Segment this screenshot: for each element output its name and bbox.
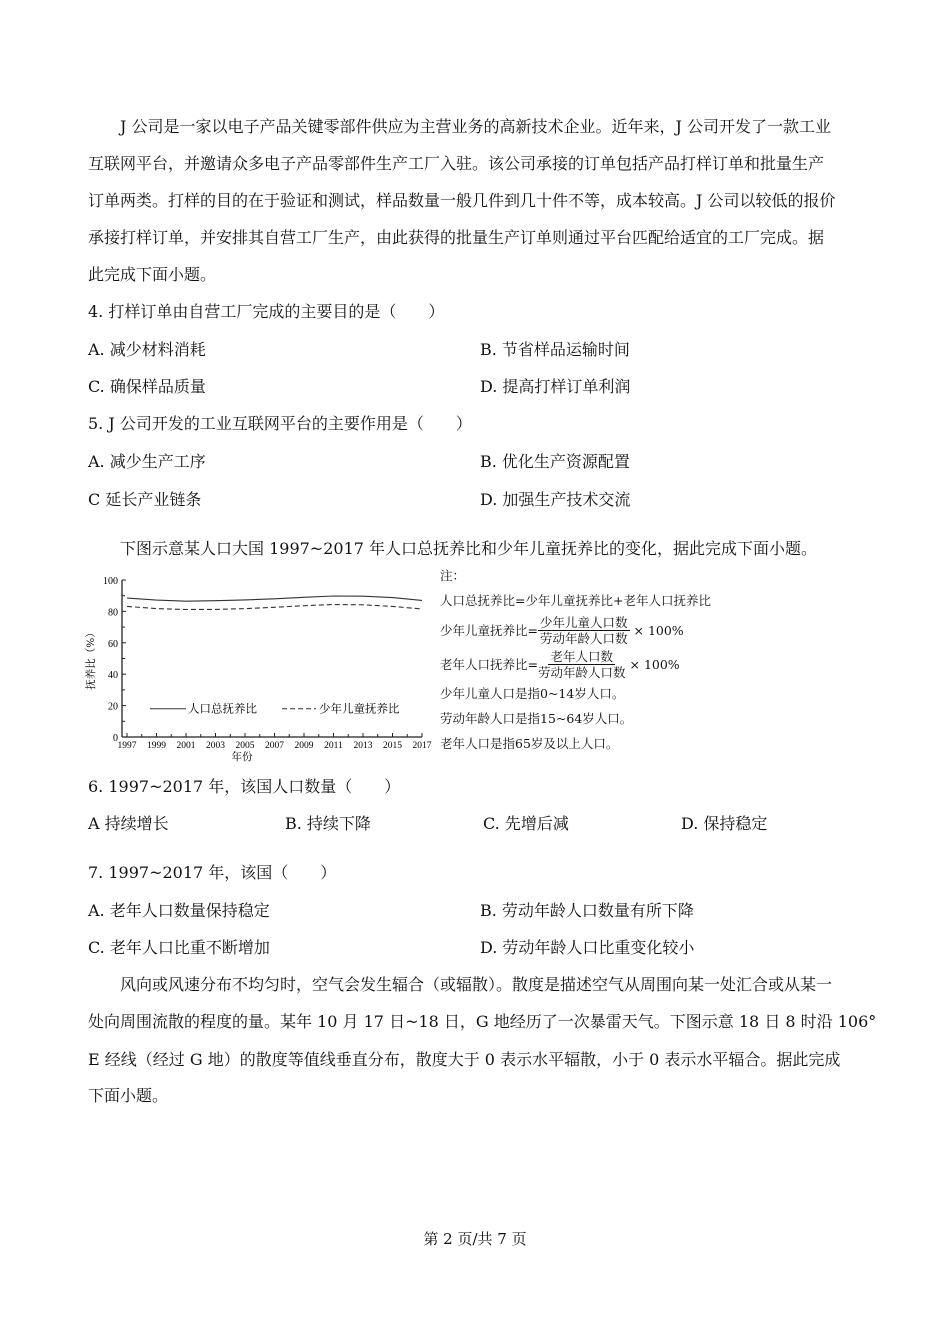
page-footer: 第 2 页/共 7 页 [423,1230,527,1248]
passage1-line: J 公司是一家以电子产品关键零部件供应为主营业务的高新技术企业。近年来，J 公司开发了一款工业 [120,117,832,136]
formula-suffix: × 100% [633,622,684,638]
legend-label-total: 人口总抚养比 [188,701,257,716]
passage3-line: E 经线（经过 G 地）的散度等值线垂直分布，散度大于 0 表示水平辐散，小于 0 表示水平辐合。据此完成 [88,1050,841,1069]
q5-option-b: B. 优化生产资源配置 [480,452,630,471]
fraction [538,649,626,680]
series-line-total [127,596,422,601]
q7-option-c: C. 老年人口比重不断增加 [88,938,270,957]
passage1-line: 此完成下面小题。 [88,265,217,284]
denominator: 劳动年龄人口数 [539,630,628,646]
dependency-ratio-chart [82,570,432,765]
note-line: 少年儿童人口是指0~14岁人口。 [440,686,625,701]
x-tick-label: 2011 [324,741,343,751]
x-tick-label: 2005 [235,741,255,751]
q5-option-d: D. 加强生产技术交流 [480,490,631,509]
q7-option-d: D. 劳动年龄人口比重变化较小 [480,938,695,957]
q4-option-c: C. 确保样品质量 [88,377,206,396]
y-tick-label: 0 [113,733,118,744]
x-tick-label: 2009 [294,741,314,751]
note-formula-child [440,613,711,647]
q4-option-b: B. 节省样品运输时间 [480,340,630,359]
x-tick-label: 2017 [412,741,432,751]
q5-option-a: A. 减少生产工序 [88,452,206,471]
passage1-line: 承接打样订单，并安排其自营工厂生产，由此获得的批量生产订单则通过平台匹配给适宜的工厂完成。据 [88,228,825,247]
passage1-line: 订单两类。打样的目的在于验证和测试，样品数量一般几件到几十件不等，成本较高。J 公司以较低的报价 [88,191,836,210]
y-tick-label: 80 [108,607,118,619]
legend-label-child: 少年儿童抚养比 [319,701,400,716]
y-tick-label: 40 [108,670,118,682]
note-line: 老年人口是指65岁及以上人口。 [440,736,619,751]
x-tick-label: 2013 [353,741,373,751]
q6-option-a: A 持续增长 [88,814,169,833]
q4-option-d: D. 提高打样订单利润 [480,377,631,396]
question-4-stem: 4. 打样订单由自营工厂完成的主要目的是（ ） [88,302,445,321]
formula-suffix: × 100% [629,656,680,672]
formula-label: 老年人口抚养比= [440,656,538,672]
q6-option-b: B. 持续下降 [285,814,371,833]
series-line-child [127,605,422,610]
passage3-line: 处向周围流散的程度的量。某年 10 月 17 日~18 日，G 地经历了一次暴雷天气。下图示意 18 日 8 时沿 106° [88,1012,877,1031]
q5-option-c: C 延长产业链条 [88,490,202,509]
fraction [538,615,630,646]
x-tick-label: 2001 [176,741,196,751]
x-tick-label: 2007 [265,741,284,751]
numerator: 少年儿童人口数 [539,614,628,630]
question-5-stem: 5. J 公司开发的工业互联网平台的主要作用是（ ） [88,414,472,433]
passage3-line: 下面小题。 [88,1086,169,1105]
question-6-stem: 6. 1997~2017 年，该国人口数量（ ） [88,777,401,796]
note-line: 人口总抚养比=少年儿童抚养比+老年人口抚养比 [440,593,711,608]
y-tick-label: 100 [103,576,118,587]
chart-note [440,563,711,756]
x-axis-label: 年份 [231,751,253,763]
x-tick-label: 2015 [383,741,402,751]
note-title: 注： [440,568,466,583]
formula-label: 少年儿童抚养比= [440,622,538,638]
q7-option-a: A. 老年人口数量保持稳定 [88,901,270,920]
q4-option-a: A. 减少材料消耗 [88,340,206,359]
note-formula-elderly [440,647,711,681]
q7-option-b: B. 劳动年龄人口数量有所下降 [480,901,694,920]
denominator: 劳动年龄人口数 [537,664,626,680]
y-tick-label: 60 [108,638,118,650]
x-tick-label: 2003 [206,741,225,751]
note-line: 劳动年龄人口是指15~64岁人口。 [440,711,633,726]
question-7-stem: 7. 1997~2017 年，该国（ ） [88,863,337,882]
numerator: 老年人口数 [550,648,613,664]
y-tick-label: 20 [108,701,118,713]
passage3-line: 风向或风速分布不均匀时，空气会发生辐合（或辐散）。散度是描述空气从周围向某一处汇合或从某一 [120,975,833,994]
q6-option-c: C. 先增后减 [483,814,569,833]
x-tick-label: 1997 [117,741,137,751]
q6-option-d: D. 保持稳定 [681,814,768,833]
x-tick-label: 1999 [147,741,166,751]
passage1-line: 互联网平台，并邀请众多电子产品零部件生产工厂入驻。该公司承接的订单包括产品打样订单和批量生产 [88,154,825,173]
y-axis-label: 抚养比（%） [85,627,97,690]
passage2: 下图示意某人口大国 1997~2017 年人口总抚养比和少年儿童抚养比的变化，据此完成下面小题。 [120,539,818,558]
